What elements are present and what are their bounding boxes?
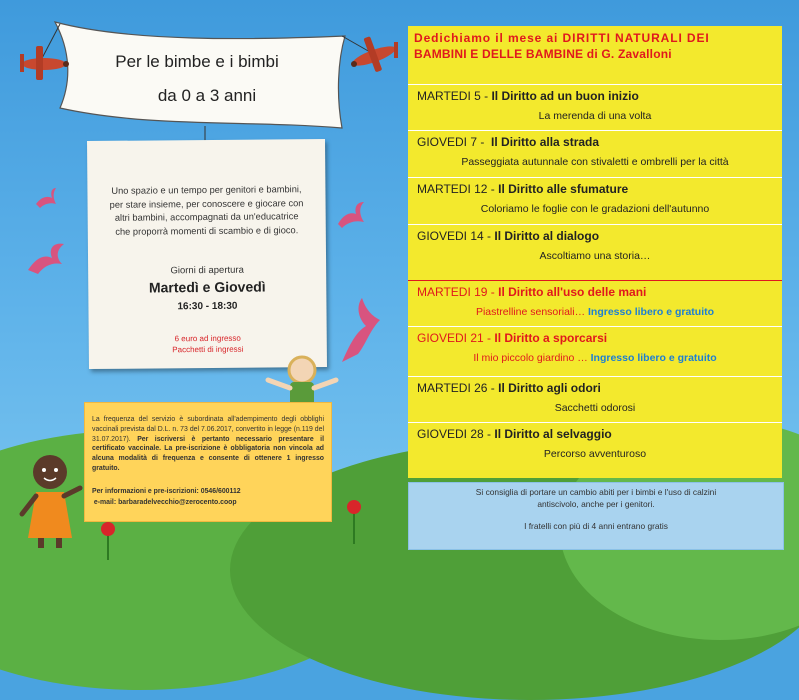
banner [62,30,332,142]
program-row-activity: Coloriamo le foglie con le gradazioni dell'autunno [480,203,710,215]
program-row-title: GIOVEDI 21 - Il Diritto a sporcarsi [417,331,608,345]
program-row [408,422,782,469]
tips-line1: Si consiglia di portare un cambio abiti per i bimbi e l'uso di calzini [475,487,717,497]
program-row-title: MARTEDI 19 - Il Diritto all'uso delle mani [417,285,647,299]
program-row-title: GIOVEDI 28 - Il Diritto al selvaggio [417,427,612,441]
pink-bird-icon [336,296,382,366]
program-row-title: GIOVEDI 14 - Il Diritto al dialogo [417,229,600,243]
program-row-activity: Piastrelline sensoriali… Ingresso libero e gratuito [475,306,715,318]
program-row-title: GIOVEDI 7 - Il Diritto alla strada [417,135,600,149]
banner-title-line1: Per le bimbe e i bimbi [115,52,279,71]
pink-bird-icon [336,200,366,230]
program-heading [414,30,778,62]
program-row-activity: La merenda di una volta [538,110,652,122]
program-row-activity: Sacchetti odorosi [554,402,636,414]
notice-box [84,402,332,522]
girl-figure-icon [16,448,88,548]
program-heading-line1: Dedichiamo il mese ai DIRITTI NATURALI DEI [414,31,710,45]
program-heading-line2: BAMBINI E DELLE BAMBINE di G. Zavalloni [414,47,672,61]
program-row [408,280,782,327]
info-card-intro: Uno spazio e un tempo per genitori e bambini, per stare insieme, per conoscere e giocare con altri bambini, accompagnati da un'educatrice che proporrà momenti di scambio e di gioco. [109,184,304,237]
program-panel [408,26,782,478]
opening-hours: 16:30 - 18:30 [177,300,238,313]
price-line-1: 6 euro ad ingresso [174,333,241,344]
pink-bird-icon [34,186,58,210]
program-row-title: MARTEDI 12 - Il Diritto alle sfumature [417,182,629,196]
contact-phone: 0546/600112 [200,488,241,495]
program-row [408,376,782,423]
red-flower-icon [344,498,364,544]
notice-text: La frequenza del servizio è subordinata all'adempimento degli obblighi vaccinali prevista dal D.L. n. 73 del 7.06.2017, convertito in legge (n.119 del 31.07.2017). Per iscriversi è pertanto necessario presentare il certificato vaccinale. La pre-iscrizione è obbligatoria non vincola ad alcuna modalità di frequenza e consente di ottenere 1 ingresso gratuito. [92,416,324,472]
free-entry-badge: Ingresso libero e gratuito [590,352,717,364]
tips-box [408,482,784,550]
tips-line3: I fratelli con più di 4 anni entrano gratis [524,521,668,531]
notice-email: e-mail: barbaradelvecchio@zerocento.coop [93,499,237,506]
tips-line2: antiscivolo, anche per i genitori. [537,499,655,509]
free-entry-badge: Ingresso libero e gratuito [588,306,715,318]
opening-days: Martedì e Giovedì [148,278,266,296]
airplane-right-icon [344,34,406,80]
banner-title-line2: da 0 a 3 anni [157,86,257,105]
program-row [408,130,782,177]
program-row-title: MARTEDI 5 - Il Diritto ad un buon inizio [417,89,639,103]
program-row-title: MARTEDI 26 - Il Diritto agli odori [417,381,601,395]
program-row [408,84,782,131]
program-row-activity: Percorso avventuroso [543,448,647,460]
pink-bird-icon [26,240,66,280]
program-row-activity: Il mio piccolo giardino … Ingresso libero e gratuito [473,352,717,364]
program-row-activity: Ascoltiamo una storia… [539,250,651,262]
contact-email[interactable]: barbaradelvecchio@zerocento.coop [118,499,237,506]
notice-contacts: Per informazioni e pre-iscrizioni: 0546/600112 [92,488,241,495]
notice-bold-text: Per iscriversi è pertanto necessario presentare il certificato vaccinale. La pre-iscrizione è obbligatoria non vincola ad alcuna modalità di frequenza e consente di ottenere 1 ingresso gratuito. [92,435,324,472]
program-row [408,326,782,373]
info-card [87,139,327,369]
program-row [408,224,782,271]
price-line-2: Pacchetti di ingressi [172,344,244,355]
opening-days-label: Giorni di apertura [170,264,244,277]
red-flower-icon [98,520,118,560]
program-row [408,177,782,224]
program-row-activity: Passeggiata autunnale con stivaletti e ombrelli per la città [461,156,729,168]
